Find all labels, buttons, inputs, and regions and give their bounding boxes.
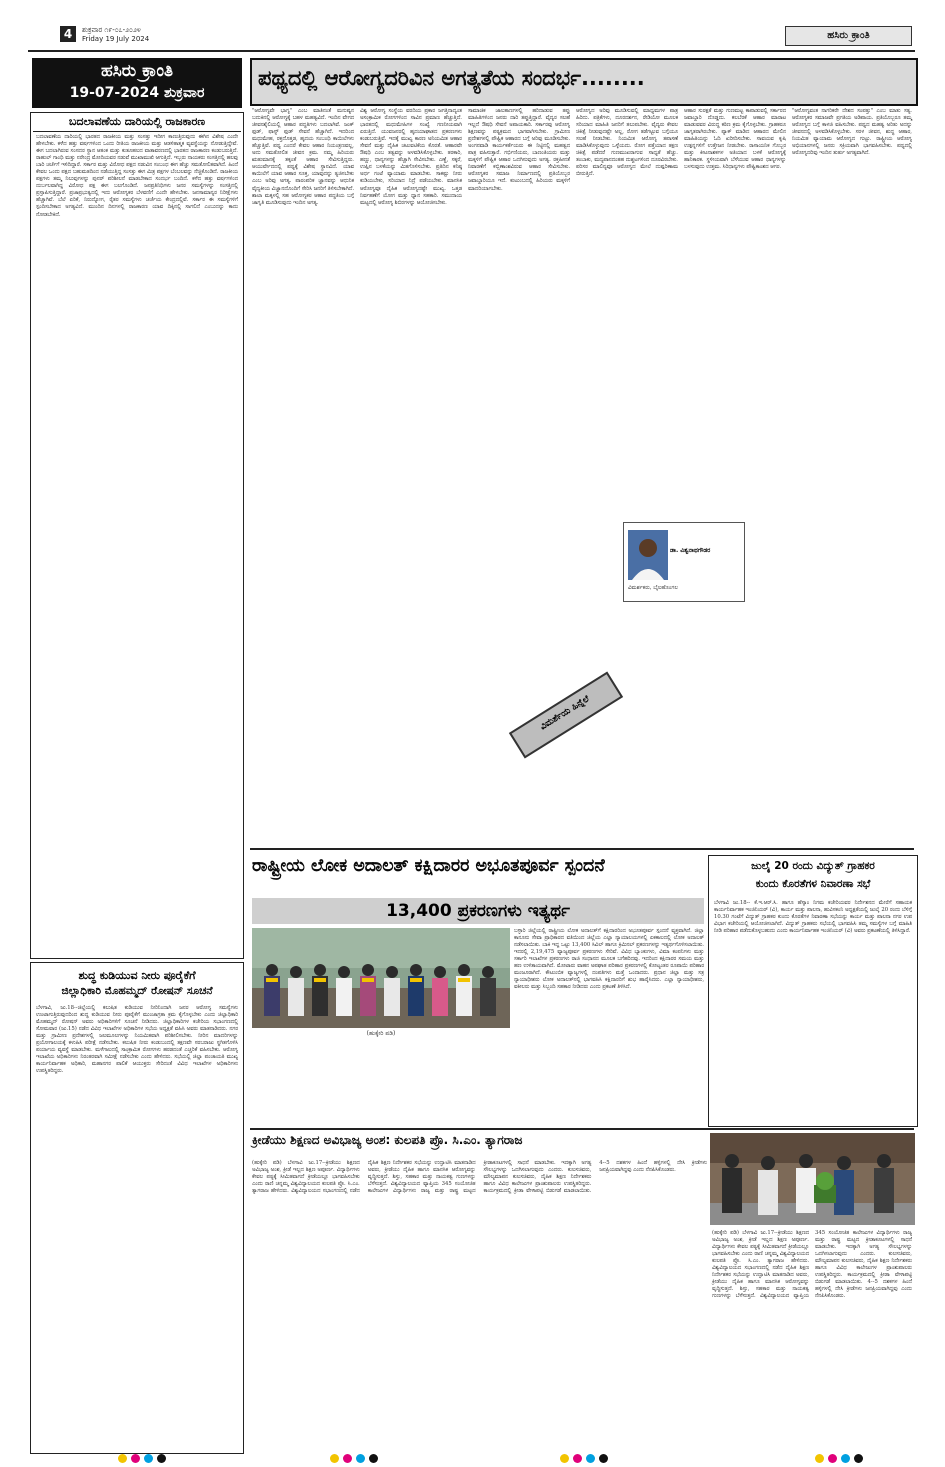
registration-dot — [841, 1454, 850, 1463]
sports-event-photo — [710, 1133, 915, 1225]
registration-dot — [854, 1454, 863, 1463]
header-masthead: ಹಸಿರು ಕ್ರಾಂತಿ — [785, 26, 912, 46]
registration-dot — [118, 1454, 127, 1463]
main-col-6: "ಆರೋಗ್ಯವಂತ ನಾಗರಿಕರೇ ದೇಶದ ಸಂಪತ್ತು" ಎಂಬ ಮಾತು ಸತ್ಯ. ಆರೋಗ್ಯಕರ ಸಮಾಜವೇ ಪ್ರಗತಿಯ ಅಡಿಪಾಯ. ಪ್ರತಿಯೊಬ್ಬರೂ ತಮ್ಮ ಆರೋಗ್ಯದ ಬಗ್ಗೆ ಕಾಳಜಿ ವಹಿಸಬೇಕು. ಪಥ್ಯದ ಮಹತ್ವ ಅರಿತು ಅದನ್ನು ಜೀವನದಲ್ಲಿ ಅಳವಡಿಸಿಕೊಳ್ಳಬೇಕು. ಸರಳ ಜೀವನ, ಶುದ್ಧ ಆಹಾರ, ನಿಯಮಿತ ವ್ಯಾಯಾಮ ಆರೋಗ್ಯದ ಗುಟ್ಟು. ರಾಷ್ಟ್ರೀಯ ಆರೋಗ್ಯ ಅಭಿಯಾನಗಳಲ್ಲಿ ಜನರು ಸಕ್ರಿಯವಾಗಿ ಭಾಗವಹಿಸಬೇಕು. ಪಥ್ಯದಲ್ಲಿ ಆರೋಗ್ಯದರಿವು ಇಂದಿನ ತುರ್ತು ಅಗತ್ಯವಾಗಿದೆ. — [792, 108, 914, 157]
power-meeting-body: ಬೆಳಗಾವಿ ಜು.18-- ಕೆ.ಇ.ಆರ್.ಸಿ. ಹಾಗೂ ಹೆಸ್ಕಾಂ ನಿಗಮ ಕಚೇರಿಯವರ ನಿರ್ದೇಶನದ ಮೇರೆಗೆ ಸಹಾಯಕ ಕಾರ್ಯನಿರ್ವಾಹಕ ಇಂಜಿನಿಯರ್ (ವಿ), ಕಾರ್ಯ ಮತ್ತು ಪಾಲನಾ, ಹುವಿಸಕಂನಿ ಅಧ್ಯಕ್ಷತೆಯಲ್ಲಿ ಜುಲೈ 20 ರಂದು ಬೆಳಿಗ್ಗೆ 10.30 ಗಂಟೆಗೆ ವಿದ್ಯುತ್ ಗ್ರಾಹಕರ ಕುಂದು ಕೊರತೆಗಳ ನಿವಾರಣಾ ಸಭೆಯನ್ನು ಕಾರ್ಯ ಮತ್ತು ಪಾಲನಾ ನಗರ ಉಪ ವಿಭಾಗ ಕಚೇರಿಯಲ್ಲಿ ಆಯೋಜಿಸಲಾಗಿದೆ. ವಿದ್ಯುತ್ ಗ್ರಾಹಕರು ಸಭೆಯಲ್ಲಿ ಭಾಗವಹಿಸಿ ತಮ್ಮ ಸಮಸ್ಯೆಗಳ ಬಗ್ಗೆ ಮಾಹಿತಿ ನೀಡಿ ಪರಿಹಾರ ಪಡೆದುಕೊಳ್ಳಬಹುದು ಎಂದು ಕಾರ್ಯನಿರ್ವಾಹಕ ಇಂಜಿನಿಯರ್ (ವಿ) ಅವರು ಪ್ರಕಟಣೆಯಲ್ಲಿ ತಿಳಿಸಿದ್ದಾರೆ. — [714, 900, 914, 935]
main-bottom-rule — [250, 848, 914, 850]
registration-dot — [356, 1454, 365, 1463]
registration-dot — [586, 1454, 595, 1463]
left-masthead-date: 19-07-2024 ಶುಕ್ರವಾರ — [69, 85, 205, 101]
page-number: 4 — [60, 26, 76, 42]
page-header — [60, 26, 910, 46]
analysis-stamp-text: ವಿಮರ್ಶೆಯ ಹಿನ್ನೆಲೆ — [538, 694, 592, 733]
water-brief-body: ಬೆಳಗಾವಿ, ಜು.18--ಜಿಲ್ಲೆಯಲ್ಲಿ ಕಲುಷಿತ ಕುಡಿಯುವ ನೀರಿನಿಂದಾಗಿ ಜನರ ಆರೋಗ್ಯ ಸಮಸ್ಯೆಗಳು ಉಂಟಾಗುತ್ತಿರುವುದರಿಂದ ಶುದ್ಧ ಕುಡಿಯುವ ನೀರು ಪೂರೈಕೆಗೆ ಮುಂಜಾಗ್ರತಾ ಕ್ರಮ ಕೈಗೊಳ್ಳಬೇಕು ಎಂದು ಜಿಲ್ಲಾಧಿಕಾರಿ ಮೊಹಮ್ಮದ್ ರೋಷನ್ ಅವರು ಅಧಿಕಾರಿಗಳಿಗೆ ಸೂಚನೆ ನೀಡಿದರು. ಜಿಲ್ಲಾಧಿಕಾರಿಗಳ ಕಚೇರಿಯ ಸಭಾಂಗಣದಲ್ಲಿ ಸೋಮವಾರ (ಜು.15) ನಡೆದ ವಿವಿಧ ಇಲಾಖೆಗಳ ಅಧಿಕಾರಿಗಳ ಸಭೆಯ ಅಧ್ಯಕ್ಷತೆ ವಹಿಸಿ ಅವರು ಮಾತನಾಡಿದರು. ನಗರ ಮತ್ತು ಗ್ರಾಮೀಣ ಪ್ರದೇಶಗಳಲ್ಲಿ ಜಲಮೂಲಗಳನ್ನು ನಿಯಮಿತವಾಗಿ ಪರಿಶೀಲಿಸಬೇಕು. ನೀರಿನ ಮಾದರಿಗಳನ್ನು ಪ್ರಯೋಗಾಲಯಕ್ಕೆ ಕಳುಹಿಸಿ ಪರೀಕ್ಷೆ ನಡೆಸಬೇಕು. ಕಲುಷಿತ ನೀರು ಕಂಡುಬಂದಲ್ಲಿ ತಕ್ಷಣವೇ ಸರಬರಾಜು ಸ್ಥಗಿತಗೊಳಿಸಿ ಪರ್ಯಾಯ ವ್ಯವಸ್ಥೆ ಮಾಡಬೇಕು. ಮಳೆಗಾಲದಲ್ಲಿ ಸಾಂಕ್ರಾಮಿಕ ರೋಗಗಳು ಹರಡದಂತೆ ಎಚ್ಚರಿಕೆ ವಹಿಸಬೇಕು. ಆರೋಗ್ಯ ಇಲಾಖೆಯ ಅಧಿಕಾರಿಗಳು ನಿರಂತರವಾಗಿ ಸಮೀಕ್ಷೆ ನಡೆಸಬೇಕು ಎಂದು ಹೇಳಿದರು. ಸಭೆಯಲ್ಲಿ ಜಿಲ್ಲಾ ಪಂಚಾಯತಿ ಮುಖ್ಯ ಕಾರ್ಯನಿರ್ವಾಹಕ ಅಧಿಕಾರಿ, ಮಹಾನಗರ ಪಾಲಿಕೆ ಆಯುಕ್ತರು ಸೇರಿದಂತೆ ವಿವಿಧ ಇಲಾಖೆಗಳ ಅಧಿಕಾರಿಗಳು ಉಪಸ್ಥಿತರಿದ್ದರು. — [36, 1005, 240, 1075]
author-portrait — [628, 529, 668, 581]
group-photo-figures — [252, 928, 510, 1028]
lok-adalat-photo-caption: (ಹುಕ್ಕೇರಿ ಪಡಿ) — [366, 1030, 396, 1037]
main-col-2: ವಿಶ್ವ ಆರೋಗ್ಯ ಸಂಸ್ಥೆಯ ವರದಿಯ ಪ್ರಕಾರ ಜಗತ್ತಿನಾದ್ಯಂತ ಅಸಂಕ್ರಾಮಿಕ ರೋಗಗಳಿಂದ ಸಾವಿನ ಪ್ರಮಾಣ ಹೆಚ್ಚುತ್ತಿದೆ. ಭಾರತದಲ್ಲಿ ಮಧುಮೇಹಿಗಳ ಸಂಖ್ಯೆ ಗಣನೀಯವಾಗಿ ಏರುತ್ತಿದೆ. ಯುವಜನರಲ್ಲಿ ಹೃದಯಾಘಾತದ ಪ್ರಕರಣಗಳು ಕಂಡುಬರುತ್ತಿವೆ. ಇದಕ್ಕೆ ಮುಖ್ಯ ಕಾರಣ ಅನಿಯಮಿತ ಆಹಾರ ಸೇವನೆ ಮತ್ತು ದೈಹಿಕ ಚಟುವಟಿಕೆಯ ಕೊರತೆ. ಆಹಾರವೇ ಔಷಧಿ ಎಂಬ ತತ್ವವನ್ನು ಅಳವಡಿಸಿಕೊಳ್ಳಬೇಕು. ತರಕಾರಿ, ಹಣ್ಣು, ಧಾನ್ಯಗಳನ್ನು ಹೆಚ್ಚಾಗಿ ಸೇವಿಸಬೇಕು. ಎಣ್ಣೆ, ಸಕ್ಕರೆ, ಉಪ್ಪಿನ ಬಳಕೆಯನ್ನು ಮಿತಗೊಳಿಸಬೇಕು. ಪ್ರತಿದಿನ ಕನಿಷ್ಠ ಅರ್ಧ ಗಂಟೆ ವ್ಯಾಯಾಮ ಮಾಡಬೇಕು. ಸಾಕಷ್ಟು ನೀರು ಕುಡಿಯಬೇಕು, ಸರಿಯಾದ ನಿದ್ರೆ ಪಡೆಯಬೇಕು. ಮಾನಸಿಕ ಆರೋಗ್ಯವೂ ದೈಹಿಕ ಆರೋಗ್ಯದಷ್ಟೇ ಮುಖ್ಯ. ಒತ್ತಡ ನಿರ್ವಹಣೆಗೆ ಯೋಗ ಮತ್ತು ಧ್ಯಾನ ಸಹಕಾರಿ. ಸಮುದಾಯ ಮಟ್ಟದಲ್ಲಿ ಆರೋಗ್ಯ ಶಿಬಿರಗಳನ್ನು ಆಯೋಜಿಸಬೇಕು. — [360, 108, 464, 206]
registration-dot — [343, 1454, 352, 1463]
main-headline-banner — [250, 58, 918, 106]
registration-dots-left — [118, 1448, 170, 1467]
header-date-kannada: ಶುಕ್ರವಾರ ೧೯-೦೭-೨೦೨೪ — [82, 26, 141, 34]
power-meeting-box — [708, 855, 918, 1127]
left-masthead-title: ಹಸಿರು ಕ್ರಾಂತಿ — [100, 61, 174, 81]
registration-dot — [815, 1454, 824, 1463]
water-brief-title-1: ಶುದ್ಧ ಕುಡಿಯುವ ನೀರು ಪೂರೈಕೆಗೆ — [78, 969, 196, 982]
registration-dot — [369, 1454, 378, 1463]
water-brief-box — [30, 962, 244, 1454]
registration-dot — [828, 1454, 837, 1463]
sports-top-rule — [250, 1128, 914, 1130]
sports-body: (ಹುಕ್ಕೇರಿ ಪಡಿ) ಬೆಳಗಾವಿ ಜು.17--ಕ್ರೀಡೆಯು ಶಿಕ್ಷಣದ ಅವಿಭಾಜ್ಯ ಅಂಶ, ಕ್ರೀಡೆ ಇಲ್ಲದ ಶಿಕ್ಷಣ ಅಪೂರ್ಣ. ವಿದ್ಯಾರ್ಥಿಗಳು ಕೇವಲ ಪಠ್ಯಕ್ಕೆ ಸೀಮಿತವಾಗದೆ ಕ್ರೀಡೆಯಲ್ಲೂ ಭಾಗವಹಿಸಬೇಕು ಎಂದು ರಾಣಿ ಚನ್ನಮ್ಮ ವಿಶ್ವವಿದ್ಯಾಲಯದ ಕುಲಪತಿ ಪ್ರೊ. ಸಿ.ಎಂ. ತ್ಯಾಗರಾಜ ಹೇಳಿದರು. ವಿಶ್ವವಿದ್ಯಾಲಯದ ಸಭಾಂಗಣದಲ್ಲಿ ನಡೆದ ದೈಹಿಕ ಶಿಕ್ಷಣ ನಿರ್ದೇಶಕರ ಸಭೆಯನ್ನು ಉದ್ಘಾಟಿಸಿ ಮಾತನಾಡಿದ ಅವರು, ಕ್ರೀಡೆಯು ದೈಹಿಕ ಹಾಗೂ ಮಾನಸಿಕ ಆರೋಗ್ಯವನ್ನು ವೃದ್ಧಿಸುತ್ತದೆ. ಶಿಸ್ತು, ಸಹಕಾರ ಮತ್ತು ನಾಯಕತ್ವ ಗುಣಗಳನ್ನು ಬೆಳೆಸುತ್ತದೆ. ವಿಶ್ವವಿದ್ಯಾಲಯದ ವ್ಯಾಪ್ತಿಯ 345 ಸಂಯೋಜಿತ ಕಾಲೇಜುಗಳ ವಿದ್ಯಾರ್ಥಿಗಳು ರಾಜ್ಯ ಮತ್ತು ರಾಷ್ಟ್ರ ಮಟ್ಟದ ಕ್ರೀಡಾಕೂಟಗಳಲ್ಲಿ ಸಾಧನೆ ಮಾಡಬೇಕು. ಇದಕ್ಕಾಗಿ ಅಗತ್ಯ ಸೌಲಭ್ಯಗಳನ್ನು ಒದಗಿಸಲಾಗುವುದು ಎಂದರು. ಕುಲಸಚಿವರು, ಮೌಲ್ಯಮಾಪನ ಕುಲಸಚಿವರು, ದೈಹಿಕ ಶಿಕ್ಷಣ ನಿರ್ದೇಶಕರು ಹಾಗೂ ವಿವಿಧ ಕಾಲೇಜುಗಳ ಪ್ರಾಂಶುಪಾಲರು ಉಪಸ್ಥಿತರಿದ್ದರು. ಕಾರ್ಯಕ್ರಮದಲ್ಲಿ ಕ್ರೀಡಾ ವೇಳಾಪಟ್ಟಿ ಬಿಡುಗಡೆ ಮಾಡಲಾಯಿತು. 4--5 ದಶಕಗಳ ಹಿಂದೆ ಹಳ್ಳಿಗಳಲ್ಲಿ ದೇಸಿ ಕ್ರೀಡೆಗಳು ಜನಪ್ರಿಯವಾಗಿದ್ದವು ಎಂದು ನೆನಪಿಸಿಕೊಂಡರು. — [252, 1160, 709, 1195]
header-rule — [28, 50, 915, 52]
author-box — [623, 522, 745, 602]
registration-dot — [330, 1454, 339, 1463]
main-col-3: ಸಾಮಾಜಿಕ ಜಾಲತಾಣಗಳಲ್ಲಿ ಹರಿದಾಡುವ ತಪ್ಪು ಮಾಹಿತಿಗಳಿಂದ ಜನರು ದಾರಿ ತಪ್ಪುತ್ತಿದ್ದಾರೆ. ವೈದ್ಯರ ಸಲಹೆ ಇಲ್ಲದೆ ಔಷಧಿ ಸೇವನೆ ಅಪಾಯಕಾರಿ. ಸರ್ಕಾರವು ಆರೋಗ್ಯ ಶಿಕ್ಷಣವನ್ನು ಪಠ್ಯಕ್ರಮದ ಭಾಗವಾಗಿಸಬೇಕು. ಗ್ರಾಮೀಣ ಪ್ರದೇಶಗಳಲ್ಲಿ ಪೌಷ್ಟಿಕ ಆಹಾರದ ಬಗ್ಗೆ ಅರಿವು ಮೂಡಿಸಬೇಕು. ಅಂಗನವಾಡಿ ಕಾರ್ಯಕರ್ತೆಯರು ಈ ನಿಟ್ಟಿನಲ್ಲಿ ಮಹತ್ವದ ಪಾತ್ರ ವಹಿಸುತ್ತಾರೆ. ಗರ್ಭಿಣಿಯರು, ಬಾಣಂತಿಯರು ಮತ್ತು ಮಕ್ಕಳಿಗೆ ಪೌಷ್ಟಿಕ ಆಹಾರ ಒದಗಿಸುವುದು ಅಗತ್ಯ. ರಕ್ತಹೀನತೆ ನಿವಾರಣೆಗೆ ಕಬ್ಬಿಣಾಂಶವಿರುವ ಆಹಾರ ಸೇವಿಸಬೇಕು. ಆರೋಗ್ಯಕರ ಸಮಾಜ ನಿರ್ಮಾಣದಲ್ಲಿ ಪ್ರತಿಯೊಬ್ಬರ ಜವಾಬ್ದಾರಿಯೂ ಇದೆ. ಕುಟುಂಬದಲ್ಲಿ ಹಿರಿಯರು ಮಕ್ಕಳಿಗೆ ಮಾದರಿಯಾಗಬೇಕು. — [468, 108, 572, 192]
registration-dots-right — [815, 1448, 867, 1467]
sports-photo-figures — [710, 1133, 915, 1225]
lok-adalat-subhead-bar — [252, 898, 704, 924]
power-meeting-headline-1: ಜುಲೈ 20 ರಂದು ವಿದ್ಯುತ್ ಗ್ರಾಹಕರ — [751, 860, 875, 872]
editorial-body: ಬದಲಾವಣೆಯ ದಾರಿಯಲ್ಲಿ ಭಾರತದ ರಾಜಕೀಯ ಮತ್ತು ಸಂಸತ್ತು ಇದೀಗ ಕಾಣುತ್ತಿರುವುದು ಈಗಿನ ವಿಶೇಷ ಎಂದೇ ಹೇಳಬೇಕು. ಕಳೆದ ಹತ್ತು ವರ್ಷಗಳಿಂದ ಒಂದು ರೀತಿಯ ರಾಜಕೀಯ ಮತ್ತು ಆಡಳಿತಾತ್ಮಕ ವ್ಯವಸ್ಥೆಯನ್ನು ನೋಡುತ್ತಿದ್ದೇವೆ. ಈಗ ಬದಲಾಗಿರುವ ಸಂಸದರ ಸ್ಥಾನ ಆತಂಕ ಮತ್ತು ಕುತೂಹಲದ ವಾತಾವರಣದಲ್ಲಿ ಭಾರತದ ರಾಜಕಾರಣ ಕಂಡುಬರುತ್ತಿದೆ. ರಾಹುಲ್ ಗಾಂಧಿ ಮತ್ತು ನರೇಂದ್ರ ಮೋದಿಯವರ ನಡುವೆ ಮುಖಾಮುಖಿ ಆಗುತ್ತಿದೆ. ಇಬ್ಬರು ನಾಯಕರು ಸಂಸತ್ತಿನಲ್ಲಿ ಹಲವು ಬಾರಿ ಚರ್ಚೆಗೆ ಇಳಿದಿದ್ದಾರೆ. ಸರ್ಕಾರ ಮತ್ತು ವಿರೋಧ ಪಕ್ಷದ ನಡುವಿನ ಸಂಬಂಧ ಈಗ ಹೆಚ್ಚು ಸಮತೋಲಿತವಾಗಿದೆ. ಹಿಂದೆ ಕೇವಲ ಒಂದು ಪಕ್ಷದ ಬಹುಮತದಿಂದ ನಡೆಯುತ್ತಿದ್ದ ಸಂಸತ್ತು ಈಗ ಮಿತ್ರ ಪಕ್ಷಗಳ ಬೆಂಬಲವನ್ನು ನೆಚ್ಚಿಕೊಂಡಿದೆ. ರಾಜಕೀಯ ಪಕ್ಷಗಳು ತಮ್ಮ ನಿಲುವುಗಳನ್ನು ಪುನರ್ ಪರಿಶೀಲನೆ ಮಾಡಬೇಕಾದ ಸಂದರ್ಭ ಬಂದಿದೆ. ಕಳೆದ ಹತ್ತು ವರ್ಷಗಳಿಂದ ದುರ್ಬಲವಾಗಿದ್ದ ವಿರೋಧ ಪಕ್ಷ ಈಗ ಬಲಗೊಂಡಿದೆ. ಜನಪ್ರತಿನಿಧಿಗಳು ಜನರ ಸಮಸ್ಯೆಗಳನ್ನು ಸಂಸತ್ತಿನಲ್ಲಿ ಪ್ರಸ್ತಾಪಿಸುತ್ತಿದ್ದಾರೆ. ಪ್ರಜಾಪ್ರಭುತ್ವದಲ್ಲಿ ಇದು ಆರೋಗ್ಯಕರ ಬೆಳವಣಿಗೆ ಎಂದೇ ಹೇಳಬೇಕು. ಜನಸಾಮಾನ್ಯರ ನಿರೀಕ್ಷೆಗಳು ಹೆಚ್ಚಾಗಿವೆ. ಬೆಲೆ ಏರಿಕೆ, ನಿರುದ್ಯೋಗ, ರೈತರ ಸಮಸ್ಯೆಗಳು ಚರ್ಚೆಯ ಕೇಂದ್ರದಲ್ಲಿವೆ. ಸರ್ಕಾರ ಈ ಸಮಸ್ಯೆಗಳಿಗೆ ಸ್ಪಂದಿಸಬೇಕಾದ ಅಗತ್ಯವಿದೆ. ಮುಂದಿನ ದಿನಗಳಲ್ಲಿ ರಾಜಕಾರಣ ಯಾವ ದಿಕ್ಕಿನಲ್ಲಿ ಸಾಗಲಿದೆ ಎಂಬುದನ್ನು ಕಾದು ನೋಡಬೇಕಿದೆ. — [36, 134, 240, 218]
lok-adalat-headline: ರಾಷ್ಟ್ರೀಯ ಲೋಕ ಅದಾಲತ್ ಕಕ್ಷಿದಾರರ ಅಭೂತಪೂರ್ವ ಸ್ಪಂದನೆ — [252, 856, 605, 876]
left-masthead-box — [32, 58, 242, 108]
main-col-4: ಆರೋಗ್ಯದ ಅರಿವು ಮೂಡಿಸುವಲ್ಲಿ ಮಾಧ್ಯಮಗಳ ಪಾತ್ರ ಹಿರಿದು. ಪತ್ರಿಕೆಗಳು, ದೂರದರ್ಶನ, ರೇಡಿಯೋ ಮೂಲಕ ಸರಿಯಾದ ಮಾಹಿತಿ ಜನರಿಗೆ ತಲುಪಬೇಕು. ವೈದ್ಯರು ಕೇವಲ ಚಿಕಿತ್ಸೆ ನೀಡುವುದಷ್ಟೇ ಅಲ್ಲ, ರೋಗ ತಡೆಗಟ್ಟುವ ಬಗ್ಗೆಯೂ ಸಲಹೆ ನೀಡಬೇಕು. ನಿಯಮಿತ ಆರೋಗ್ಯ ತಪಾಸಣೆ ಮಾಡಿಸಿಕೊಳ್ಳುವುದು ಒಳ್ಳೆಯದು. ರೋಗ ಪತ್ತೆಯಾದ ತಕ್ಷಣ ಚಿಕಿತ್ಸೆ ಪಡೆದರೆ ಗುಣಮುಖರಾಗುವ ಸಾಧ್ಯತೆ ಹೆಚ್ಚು. ತಂಬಾಕು, ಮದ್ಯಪಾನದಂತಹ ದುಶ್ಚಟಗಳಿಂದ ದೂರವಿರಬೇಕು. ಪರಿಸರ ಮಾಲಿನ್ಯವೂ ಆರೋಗ್ಯದ ಮೇಲೆ ದುಷ್ಪರಿಣಾಮ ಬೀರುತ್ತಿದೆ. — [576, 108, 680, 178]
author-role: ವಿಮರ್ಶಕರು, ಬೈಲಹೊಂಗಲ — [628, 585, 678, 591]
sports-body-continued: (ಹುಕ್ಕೇರಿ ಪಡಿ) ಬೆಳಗಾವಿ ಜು.17--ಕ್ರೀಡೆಯು ಶಿಕ್ಷಣದ ಅವಿಭಾಜ್ಯ ಅಂಶ, ಕ್ರೀಡೆ ಇಲ್ಲದ ಶಿಕ್ಷಣ ಅಪೂರ್ಣ. ವಿದ್ಯಾರ್ಥಿಗಳು ಕೇವಲ ಪಠ್ಯಕ್ಕೆ ಸೀಮಿತವಾಗದೆ ಕ್ರೀಡೆಯಲ್ಲೂ ಭಾಗವಹಿಸಬೇಕು ಎಂದು ರಾಣಿ ಚನ್ನಮ್ಮ ವಿಶ್ವವಿದ್ಯಾಲಯದ ಕುಲಪತಿ ಪ್ರೊ. ಸಿ.ಎಂ. ತ್ಯಾಗರಾಜ ಹೇಳಿದರು. ವಿಶ್ವವಿದ್ಯಾಲಯದ ಸಭಾಂಗಣದಲ್ಲಿ ನಡೆದ ದೈಹಿಕ ಶಿಕ್ಷಣ ನಿರ್ದೇಶಕರ ಸಭೆಯನ್ನು ಉದ್ಘಾಟಿಸಿ ಮಾತನಾಡಿದ ಅವರು, ಕ್ರೀಡೆಯು ದೈಹಿಕ ಹಾಗೂ ಮಾನಸಿಕ ಆರೋಗ್ಯವನ್ನು ವೃದ್ಧಿಸುತ್ತದೆ. ಶಿಸ್ತು, ಸಹಕಾರ ಮತ್ತು ನಾಯಕತ್ವ ಗುಣಗಳನ್ನು ಬೆಳೆಸುತ್ತದೆ. ವಿಶ್ವವಿದ್ಯಾಲಯದ ವ್ಯಾಪ್ತಿಯ 345 ಸಂಯೋಜಿತ ಕಾಲೇಜುಗಳ ವಿದ್ಯಾರ್ಥಿಗಳು ರಾಜ್ಯ ಮತ್ತು ರಾಷ್ಟ್ರ ಮಟ್ಟದ ಕ್ರೀಡಾಕೂಟಗಳಲ್ಲಿ ಸಾಧನೆ ಮಾಡಬೇಕು. ಇದಕ್ಕಾಗಿ ಅಗತ್ಯ ಸೌಲಭ್ಯಗಳನ್ನು ಒದಗಿಸಲಾಗುವುದು ಎಂದರು. ಕುಲಸಚಿವರು, ಮೌಲ್ಯಮಾಪನ ಕುಲಸಚಿವರು, ದೈಹಿಕ ಶಿಕ್ಷಣ ನಿರ್ದೇಶಕರು ಹಾಗೂ ವಿವಿಧ ಕಾಲೇಜುಗಳ ಪ್ರಾಂಶುಪಾಲರು ಉಪಸ್ಥಿತರಿದ್ದರು. ಕಾರ್ಯಕ್ರಮದಲ್ಲಿ ಕ್ರೀಡಾ ವೇಳಾಪಟ್ಟಿ ಬಿಡುಗಡೆ ಮಾಡಲಾಯಿತು. 4--5 ದಶಕಗಳ ಹಿಂದೆ ಹಳ್ಳಿಗಳಲ್ಲಿ ದೇಸಿ ಕ್ರೀಡೆಗಳು ಜನಪ್ರಿಯವಾಗಿದ್ದವು ಎಂದು ನೆನಪಿಸಿಕೊಂಡರು. — [712, 1230, 914, 1300]
registration-dot — [131, 1454, 140, 1463]
main-col-5: ಆಹಾರ ಸುರಕ್ಷತೆ ಮತ್ತು ಗುಣಮಟ್ಟ ಕಾಪಾಡುವಲ್ಲಿ ಸರ್ಕಾರದ ಜವಾಬ್ದಾರಿ ದೊಡ್ಡದು. ಕಲಬೆರಕೆ ಆಹಾರ ಮಾರಾಟ ಮಾಡುವವರ ವಿರುದ್ಧ ಕಠಿಣ ಕ್ರಮ ಕೈಗೊಳ್ಳಬೇಕು. ಗ್ರಾಹಕರೂ ಜಾಗೃತರಾಗಿರಬೇಕು. ಪ್ಯಾಕ್ ಮಾಡಿದ ಆಹಾರದ ಮೇಲಿನ ಮಾಹಿತಿಯನ್ನು ಓದಿ ಖರೀದಿಸಬೇಕು. ಸಾವಯವ ಕೃಷಿ ಉತ್ಪನ್ನಗಳಿಗೆ ಉತ್ತೇಜನ ನೀಡಬೇಕು. ರಾಸಾಯನಿಕ ಗೊಬ್ಬರ ಮತ್ತು ಕೀಟನಾಶಕಗಳ ಅತಿಯಾದ ಬಳಕೆ ಆರೋಗ್ಯಕ್ಕೆ ಹಾನಿಕಾರಕ. ಸ್ಥಳೀಯವಾಗಿ ಬೆಳೆಯುವ ಆಹಾರ ಧಾನ್ಯಗಳನ್ನು ಬಳಸುವುದು ಉತ್ತಮ. ಸಿರಿಧಾನ್ಯಗಳು ಪೌಷ್ಟಿಕಾಂಶದ ಆಗರ. — [684, 108, 788, 171]
author-name: ಡಾ. ವಿಶ್ವನಾಥಗೌಡರ — [670, 547, 711, 554]
lok-adalat-subhead: 13,400 ಪ್ರಕರಣಗಳು ಇತ್ಯರ್ಥ — [386, 901, 570, 921]
registration-marks — [0, 1448, 945, 1462]
lok-adalat-body: ಬಳ್ಳಾರಿ ಜಿಲ್ಲೆಯಲ್ಲಿ ರಾಷ್ಟ್ರೀಯ ಲೋಕ ಅದಾಲತ್‌ಗೆ ಕಕ್ಷಿದಾರರಿಂದ ಅಭೂತಪೂರ್ವ ಸ್ಪಂದನೆ ವ್ಯಕ್ತವಾಗಿದೆ. ಜಿಲ್ಲಾ ಕಾನೂನು ಸೇವಾ ಪ್ರಾಧಿಕಾರದ ವತಿಯಿಂದ ಜಿಲ್ಲೆಯ ಎಲ್ಲಾ ನ್ಯಾಯಾಲಯಗಳಲ್ಲಿ ಏಕಕಾಲದಲ್ಲಿ ಲೋಕ ಅದಾಲತ್ ನಡೆಸಲಾಯಿತು. ಬಾಕಿ ಇದ್ದ ಒಟ್ಟು 13,400 ಸಿವಿಲ್ ಹಾಗೂ ಕ್ರಿಮಿನಲ್ ಪ್ರಕರಣಗಳನ್ನು ಇತ್ಯರ್ಥಗೊಳಿಸಲಾಯಿತು. ಇದರಲ್ಲಿ 2,19,475 ವ್ಯಾಜ್ಯಪೂರ್ವ ಪ್ರಕರಣಗಳು ಸೇರಿವೆ. ವಿವಿಧ ಬ್ಯಾಂಕುಗಳು, ವಿಮಾ ಕಂಪನಿಗಳು ಮತ್ತು ಸರ್ಕಾರಿ ಇಲಾಖೆಗಳ ಪ್ರಕರಣಗಳು ರಾಜಿ ಸಂಧಾನದ ಮೂಲಕ ಬಗೆಹರಿದವು. ಇದರಿಂದ ಕಕ್ಷಿದಾರರ ಸಮಯ ಮತ್ತು ಹಣ ಉಳಿತಾಯವಾಗಿದೆ. ಮೋಟಾರು ವಾಹನ ಅಪಘಾತ ಪರಿಹಾರ ಪ್ರಕರಣಗಳಲ್ಲಿ ಕೋಟ್ಯಂತರ ರೂಪಾಯಿ ಪರಿಹಾರ ಮಂಜೂರಾಗಿದೆ. ಕೌಟುಂಬಿಕ ವ್ಯಾಜ್ಯಗಳಲ್ಲಿ ದಂಪತಿಗಳು ಮತ್ತೆ ಒಂದಾದರು. ಪ್ರಧಾನ ಜಿಲ್ಲಾ ಮತ್ತು ಸತ್ರ ನ್ಯಾಯಾಧೀಶರು ಲೋಕ ಅದಾಲತ್‌ನಲ್ಲಿ ಭಾಗವಹಿಸಿ ಕಕ್ಷಿದಾರರಿಗೆ ಶುಭ ಹಾರೈಸಿದರು. ಎಲ್ಲಾ ನ್ಯಾಯಾಧೀಶರು, ವಕೀಲರು ಮತ್ತು ಸಿಬ್ಬಂದಿ ಸಹಕಾರ ನೀಡಿದರು ಎಂದು ಪ್ರಕಟಣೆ ತಿಳಿಸಿದೆ. — [514, 928, 706, 991]
main-col-1: "ಆರೋಗ್ಯವೇ ಭಾಗ್ಯ" ಎಂಬ ಮಾತಿನಂತೆ ಮನುಷ್ಯನ ಬದುಕಿನಲ್ಲಿ ಆರೋಗ್ಯಕ್ಕೆ ಬಹಳ ಮಹತ್ವವಿದೆ. ಇಂದಿನ ವೇಗದ ಜೀವನಶೈಲಿಯಲ್ಲಿ ಆಹಾರ ಪದ್ಧತಿಗಳು ಬದಲಾಗಿವೆ. ಜಂಕ್ ಫುಡ್, ಫಾಸ್ಟ್ ಫುಡ್ ಸೇವನೆ ಹೆಚ್ಚಾಗಿದೆ. ಇದರಿಂದ ಮಧುಮೇಹ, ರಕ್ತದೊತ್ತಡ, ಹೃದಯ ಸಂಬಂಧಿ ಕಾಯಿಲೆಗಳು ಹೆಚ್ಚುತ್ತಿವೆ. ಪಥ್ಯ ಎಂದರೆ ಕೇವಲ ಆಹಾರ ನಿಯಂತ್ರಣವಲ್ಲ, ಅದು ಸಮತೋಲಿತ ಜೀವನ ಕ್ರಮ. ನಮ್ಮ ಹಿರಿಯರು ಋತುಮಾನಕ್ಕೆ ತಕ್ಕಂತೆ ಆಹಾರ ಸೇವಿಸುತ್ತಿದ್ದರು. ಆಯುರ್ವೇದದಲ್ಲಿ ಪಥ್ಯಕ್ಕೆ ವಿಶೇಷ ಸ್ಥಾನವಿದೆ. ಯಾವ ಕಾಯಿಲೆಗೆ ಯಾವ ಆಹಾರ ಸೂಕ್ತ, ಯಾವುದನ್ನು ತ್ಯಜಿಸಬೇಕು ಎಂಬ ಅರಿವು ಅಗತ್ಯ. ಪಾರಂಪರಿಕ ಜ್ಞಾನವನ್ನು ಆಧುನಿಕ ವೈದ್ಯಕೀಯ ವಿಜ್ಞಾನದೊಂದಿಗೆ ಸೇರಿಸಿ ಜನರಿಗೆ ತಿಳಿಸಬೇಕಾಗಿದೆ. ಶಾಲಾ ಮಕ್ಕಳಲ್ಲಿ ಸಹ ಆರೋಗ್ಯಕರ ಆಹಾರ ಪದ್ಧತಿಯ ಬಗ್ಗೆ ಜಾಗೃತಿ ಮೂಡಿಸುವುದು ಇಂದಿನ ಅಗತ್ಯ. — [252, 108, 356, 206]
registration-dot — [144, 1454, 153, 1463]
registration-dots-center-right — [560, 1448, 612, 1467]
registration-dots-center — [330, 1448, 382, 1467]
editorial-box — [30, 112, 244, 959]
registration-dot — [560, 1454, 569, 1463]
registration-dot — [157, 1454, 166, 1463]
main-headline: ಪಥ್ಯದಲ್ಲಿ ಆರೋಗ್ಯದರಿವಿನ ಅಗತ್ಯತೆಯ ಸಂದರ್ಭ........ — [258, 66, 645, 90]
registration-dot — [573, 1454, 582, 1463]
sports-headline: ಕ್ರೀಡೆಯು ಶಿಕ್ಷಣದ ಅವಿಭಾಜ್ಯ ಅಂಶ: ಕುಲಪತಿ ಪ್ರೊ. ಸಿ.ಎಂ. ತ್ಯಾಗರಾಜ — [252, 1133, 523, 1147]
editorial-title: ಬದಲಾವಣೆಯ ದಾರಿಯಲ್ಲಿ ರಾಜಕಾರಣ — [33, 115, 241, 132]
water-brief-title-2: ಜಿಲ್ಲಾಧಿಕಾರಿ ಮೊಹಮ್ಮದ್ ರೋಷನ್ ಸೂಚನೆ — [61, 985, 213, 997]
header-date-english: Friday 19 July 2024 — [82, 35, 150, 43]
power-meeting-headline-2: ಕುಂದು ಕೊರತೆಗಳ ನಿವಾರಣಾ ಸಭೆ — [755, 878, 871, 890]
registration-dot — [599, 1454, 608, 1463]
lok-adalat-photo — [252, 928, 510, 1028]
